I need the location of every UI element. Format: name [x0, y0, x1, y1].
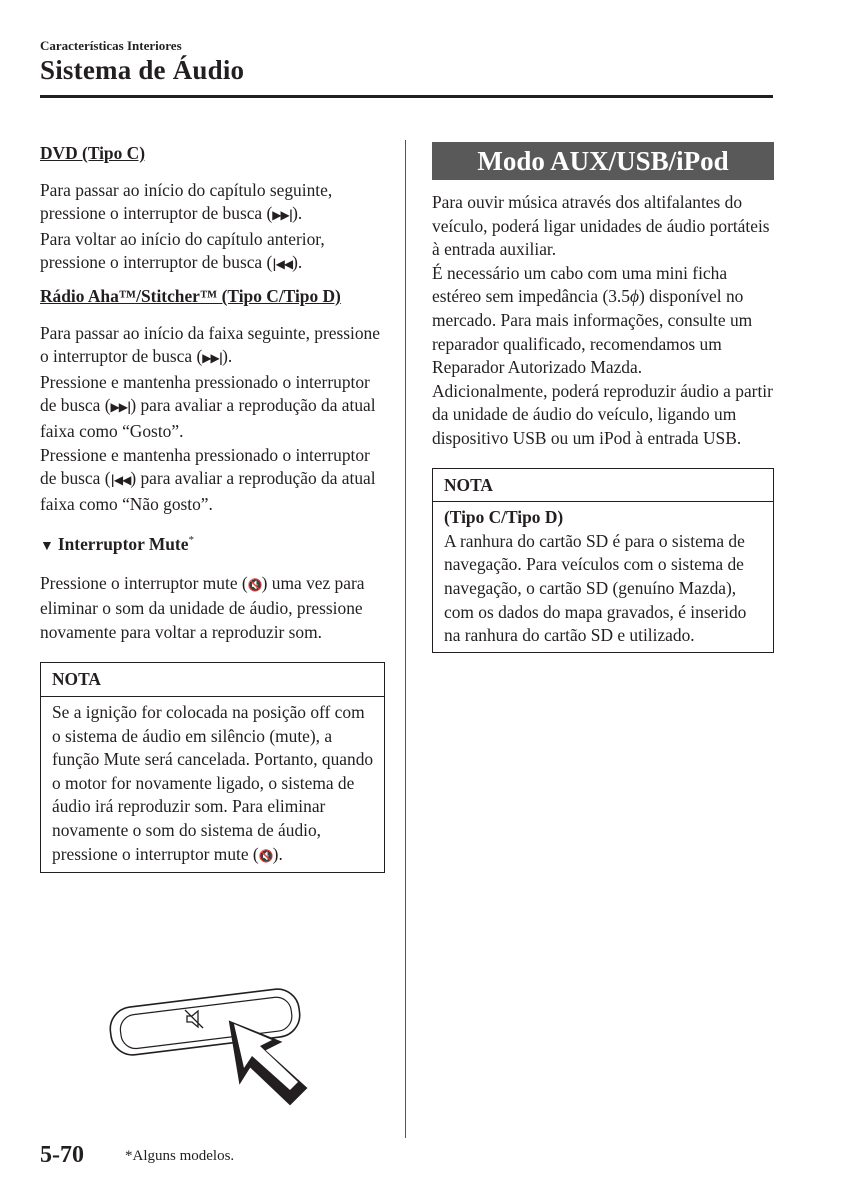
triangle-down-icon: ▼ [40, 539, 54, 555]
mute-heading [40, 529, 385, 558]
column-divider [405, 140, 406, 1138]
nota-body [433, 502, 773, 652]
dvd-next-end: ). [292, 203, 303, 224]
section-banner: Modo AUX/USB/iPod [432, 142, 774, 180]
aux-paragraph-intro: Para ouvir música através dos altifalantes do veículo, poderá ligar unidades de áudio portáteis à entrada auxiliar. [432, 192, 770, 260]
nota-label: NOTA [41, 663, 384, 697]
mute-button-panel [108, 987, 302, 1058]
radio-like-text-b: ) para avaliar a reprodução da atual faixa como “Gosto”. [40, 395, 376, 441]
radio-dislike-text-a: Pressione e mantenha pressionado o interruptor de busca ( [40, 444, 370, 489]
dvd-prev-text: Para voltar ao início do capítulo anterior, pressione o interruptor de busca ( [40, 228, 325, 273]
seek-back-icon: |◀◀ [272, 257, 293, 272]
radio-next-end: ). [222, 346, 233, 367]
seek-forward-icon: ▶▶| [202, 351, 223, 366]
radio-heading: Rádio Aha™/Stitcher™ (Tipo C/Tipo D) [40, 285, 341, 306]
mute-text-a: Pressione o interruptor mute ( [40, 572, 248, 593]
page-number: 5-70 [40, 1142, 84, 1168]
radio-dislike-text-b: ) para avaliar a reprodução da atual faixa como “Não gosto”. [40, 468, 376, 514]
diameter-symbol: ϕ [629, 286, 639, 307]
seek-forward-icon: ▶▶| [272, 208, 293, 223]
nota-body-text-a: Se a ignição for colocada na posição off com o sistema de áudio em silêncio (mute), a função Mute será cancelada. Portanto, quando o motor for novamente ligado, o sistema de áudio irá reproduzir som. Para eliminar novamente o som do sistema de áudio, pressione o interruptor mute ( [52, 702, 374, 864]
mute-icon: 🔇 [258, 848, 273, 863]
mute-text-b: ) uma vez para eliminar o som da unidade de áudio, pressione novamente para voltar a reproduzir som. [40, 572, 365, 642]
dvd-paragraph-prev [40, 228, 385, 277]
left-column [40, 142, 385, 873]
page-title: Sistema de Áudio [40, 55, 245, 85]
footnote: *Alguns modelos. [125, 1148, 235, 1164]
dvd-paragraph-next [40, 179, 385, 228]
nota-body-text-b: ). [272, 843, 283, 864]
mute-heading-text: Interruptor Mute [57, 534, 189, 555]
radio-paragraph-dislike [40, 444, 385, 517]
right-column [432, 142, 774, 653]
radio-next-text: Para passar ao início da faixa seguinte, pressione o interruptor de busca ( [40, 322, 380, 367]
aux-paragraph-cable [432, 262, 774, 380]
dvd-prev-end: ). [292, 252, 303, 273]
header-rule [40, 95, 773, 98]
aux-cable-text-a: É necessário um cabo com uma mini ficha estéreo sem impedância (3.5 [432, 262, 728, 307]
mute-icon: 🔇 [247, 577, 262, 592]
seek-back-icon: |◀◀ [110, 473, 131, 488]
nota-body [41, 697, 384, 872]
aux-cable-text-b: ) disponível no mercado. Para mais informações, consulte um reparador qualificado, recomendamos um Reparador Autorizado Mazda. [432, 286, 753, 378]
radio-paragraph-next [40, 322, 385, 371]
mute-paragraph [40, 572, 385, 645]
aux-paragraph-usb: Adicionalmente, poderá reproduzir áudio a partir da unidade de áudio do veículo, ligando um dispositivo USB ou um iPod à entrada USB. [432, 380, 773, 448]
nota-body-text: A ranhura do cartão SD é para o sistema de navegação. Para veículos com o sistema de navegação, o cartão SD (genuíno Mazda), com os dados do mapa gravados, é inserido na ranhura do cartão SD e utilizado. [444, 530, 747, 646]
nota-subheading: (Tipo C/Tipo D) [444, 507, 564, 528]
nota-box-sd [432, 468, 774, 653]
section-label: Características Interiores [40, 38, 182, 53]
dvd-next-text: Para passar ao início do capítulo seguinte, pressione o interruptor de busca ( [40, 179, 333, 224]
nota-box-mute [40, 662, 385, 873]
mute-button-illustration [100, 980, 330, 1110]
seek-forward-icon: ▶▶| [110, 400, 131, 415]
footnote-mark: * [188, 534, 194, 547]
dvd-heading: DVD (Tipo C) [40, 143, 145, 163]
nota-label: NOTA [433, 469, 773, 503]
radio-paragraph-like [40, 371, 385, 444]
radio-like-text-a: Pressione e mantenha pressionado o interruptor de busca ( [40, 371, 370, 416]
